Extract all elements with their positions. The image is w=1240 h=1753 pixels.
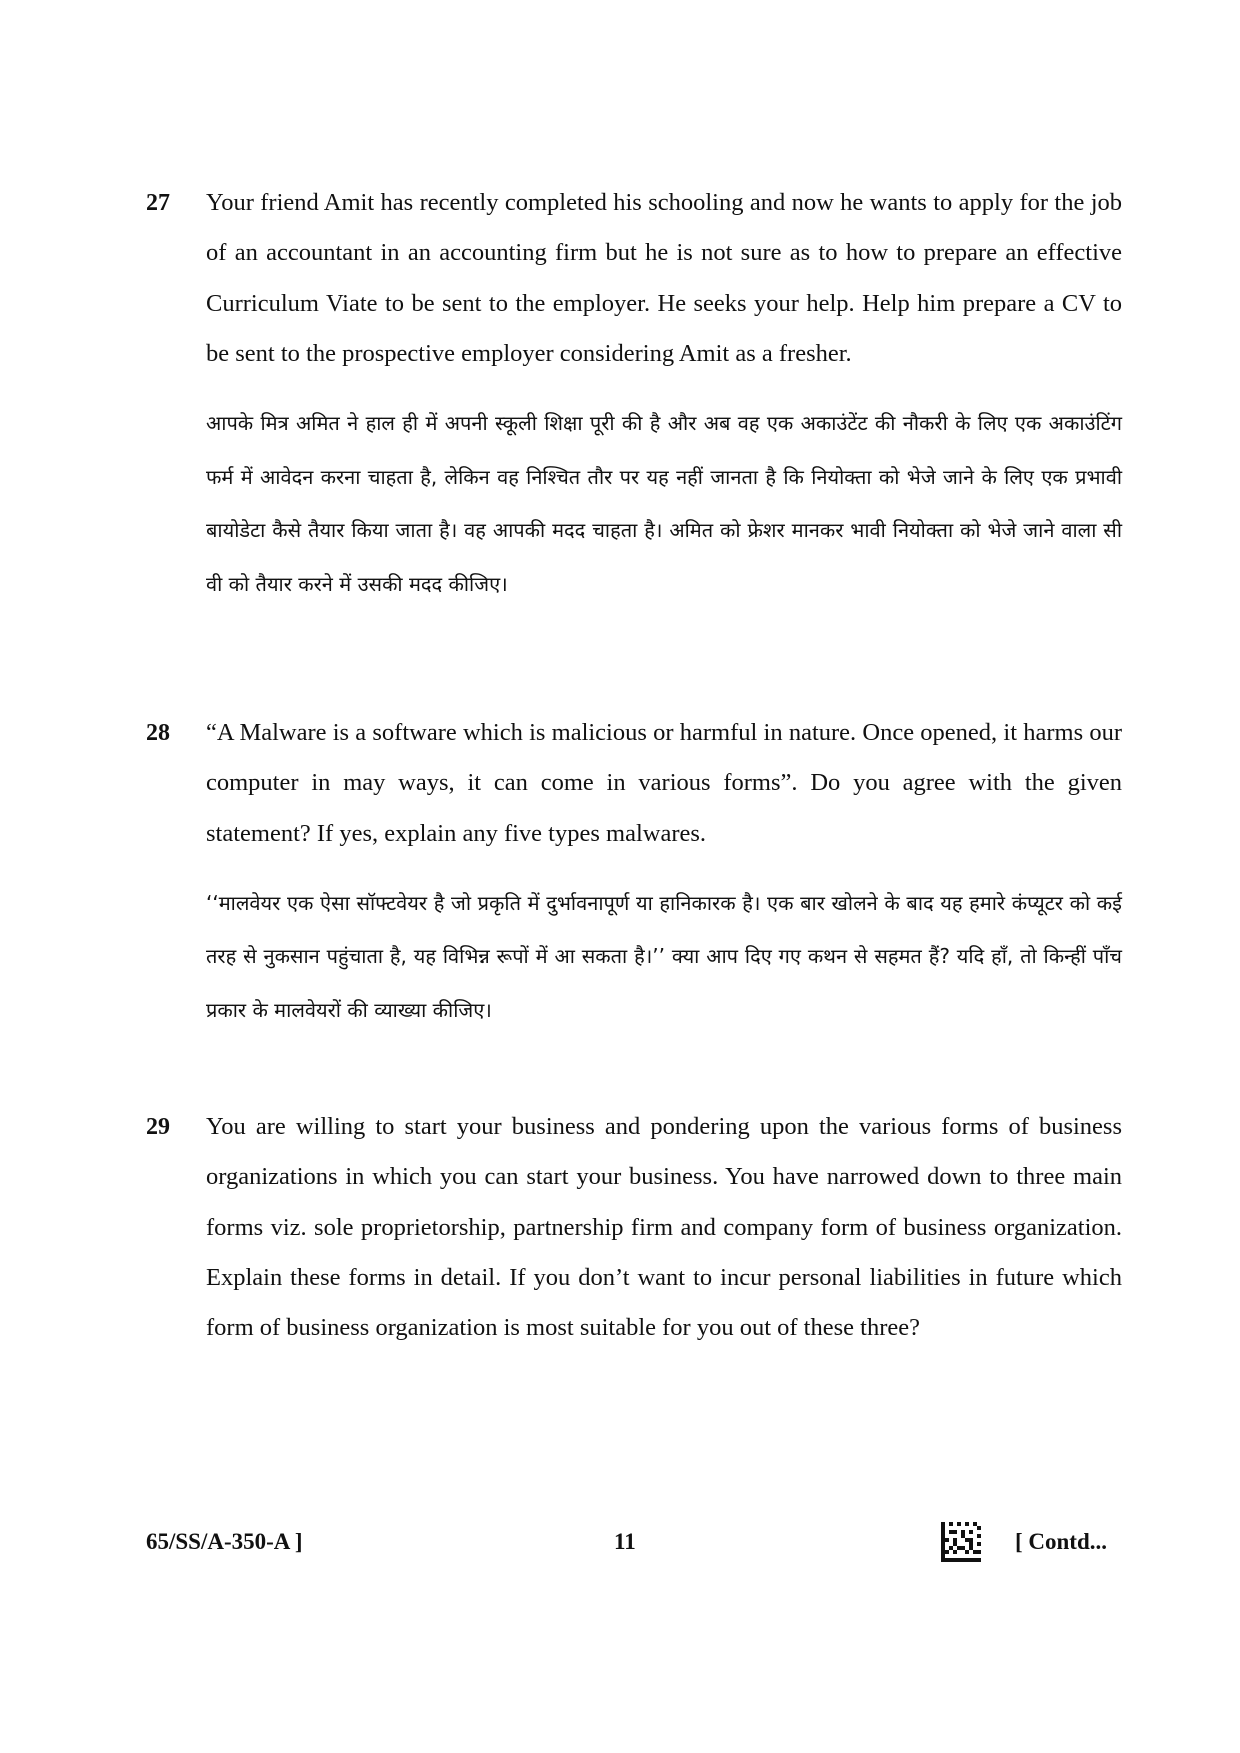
paper-code: 65/SS/A-350-A ]	[146, 1529, 303, 1554]
continued-label: [ Contd...	[1015, 1529, 1108, 1554]
question-number: 28	[146, 720, 170, 746]
question-number: 29	[146, 1114, 170, 1140]
question-number: 27	[146, 190, 170, 216]
page-number: 11	[614, 1529, 636, 1554]
question-text-block	[206, 1102, 1122, 1353]
qr-code-icon	[941, 1522, 981, 1562]
question-text-block	[206, 178, 1122, 611]
question-text-english: “A Malware is a software which is malicious or harmful in nature. Once opened, it harms our computer in may ways, it can come in various forms”. Do you agree with the given statement? If yes, explain any five types malwares.	[206, 719, 1122, 847]
question-text-hindi: ‘‘मालवेयर एक ऐसा सॉफ्टवेयर है जो प्रकृति में दुर्भावनापूर्ण या हानिकारक है। एक बार खोलने के बाद यह हमारे कंप्यूटर को कई तरह से नुकसान पहुंचाता है, यह विभिन्न रूपों में आ सकता है।’’ क्या आप दिए गए कथन से सहमत हैं? यदि हाँ, तो किन्हीं पाँच प्रकार के मालवेयरों की व्याख्या कीजिए।	[206, 890, 1122, 1022]
page-footer	[0, 1522, 1240, 1562]
question-text-english: Your friend Amit has recently completed his schooling and now he wants to apply for the job of an accountant in an accounting firm but he is not sure as to how to prepare an effective Curriculum Viate to be sent to the employer. He seeks your help. Help him prepare a CV to be sent to the prospective employer considering Amit as a fresher.	[206, 189, 1122, 367]
question-text-english: You are willing to start your business and pondering upon the various forms of business organizations in which you can start your business. You have narrowed down to three main forms viz. sole proprietorship, partnership firm and company form of business organization. Explain these forms in detail. If you don’t want to incur personal liabilities in future which form of business organization is most suitable for you out of these three?	[206, 1113, 1122, 1342]
question-text-hindi: आपके मित्र अमित ने हाल ही में अपनी स्कूली शिक्षा पूरी की है और अब वह एक अकाउंटेंट की नौकरी के लिए एक अकाउंटिंग फर्म में आवेदन करना चाहता है, लेकिन वह निश्चित तौर पर यह नहीं जानता है कि नियोक्ता को भेजे जाने के लिए एक प्रभावी बायोडेटा कैसे तैयार किया जाता है। वह आपकी मदद चाहता है। अमित को फ्रेशर मानकर भावी नियोक्ता को भेजे जाने वाला सी वी को तैयार करने में उसकी मदद कीजिए।	[206, 411, 1122, 596]
question-text-block	[206, 708, 1122, 1037]
